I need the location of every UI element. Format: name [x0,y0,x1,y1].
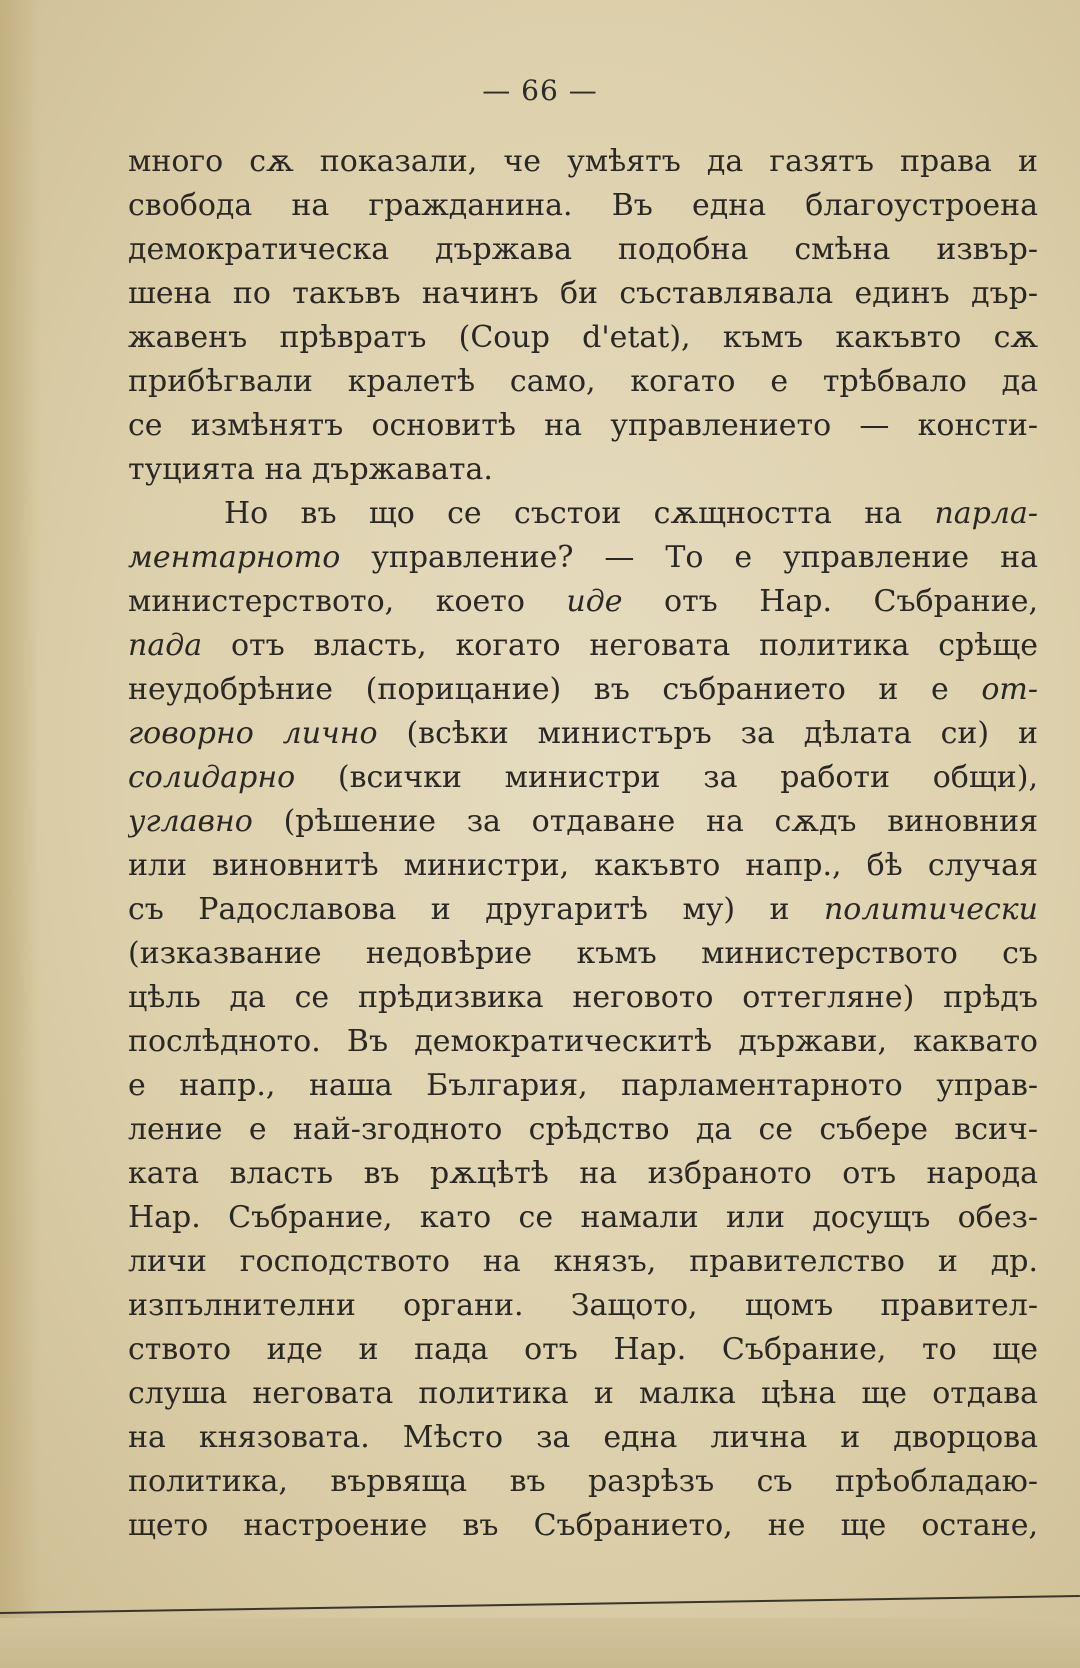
text-run: личи господството на князъ, правителство и др. [128,1244,1038,1279]
italic-term: от- [981,672,1038,707]
text-run: туцията на държавата. [128,452,493,487]
text-run: политика, вървяща въ разрѣзъ съ прѣобладаю- [128,1464,1038,1499]
text-run: на князовата. Мѣсто за една лична и дворцова [128,1420,1038,1455]
text-line [128,624,1038,668]
text-line [128,1108,1038,1152]
text-run: отъ Нар. Събрание, [622,584,1038,619]
text-run: (всички министри за работи общи), [295,760,1038,795]
text-run: е напр., наша България, парламентарното управ- [128,1068,1038,1103]
text-line [128,1196,1038,1240]
text-run: неудобрѣние (порицание) въ събранието и е [128,672,982,707]
text-run: жавенъ прѣвратъ (Coup d'etat), къмъ какъвто сѫ [128,320,1038,355]
text-line [128,756,1038,800]
text-run: изпълнителни органи. Защото, щомъ правител- [128,1288,1038,1323]
text-line [128,1504,1038,1548]
text-line [128,1020,1038,1064]
text-run: (всѣки министъръ за дѣлата си) и [377,716,1038,751]
italic-term: ментарното [128,540,341,575]
italic-term: говорно лично [128,716,378,751]
italic-term: парла- [934,496,1038,531]
italic-term: политически [823,892,1038,927]
page-bottom-edge [0,1618,1080,1668]
italic-term: пада [128,628,203,663]
text-run: (рѣшение за отдаване на сѫдъ виновния [252,804,1038,839]
italic-term: солидарно [128,760,296,795]
text-run: демократическа държава подобна смѣна извър- [128,232,1038,267]
text-run: управление? — То е управление на [340,540,1038,575]
text-line [128,932,1038,976]
page-number: — 66 — [482,74,598,107]
text-line [128,712,1038,756]
text-line [128,1064,1038,1108]
text-run: министерството, което [128,584,567,619]
text-line [128,1460,1038,1504]
page-edge-shadow [0,0,40,1668]
text-line [128,228,1038,272]
text-run: ление е най-згодното срѣдство да се събере всич- [128,1112,1038,1147]
text-line [128,404,1038,448]
text-run: слуша неговата политика и малка цѣна ще отдава [128,1376,1038,1411]
text-line [128,800,1038,844]
text-run: щето настроение въ Събранието, не ще остане, [128,1508,1038,1543]
text-line [128,184,1038,228]
text-line [128,492,1038,536]
text-run: или виновнитѣ министри, какъвто напр., бѣ случая [128,848,1038,883]
text-run: Нар. Събрание, като се намали или досущъ обез- [128,1200,1038,1235]
text-line [128,140,1038,184]
body-text [128,140,1038,1548]
text-run: (изказвание недовѣрие къмъ министерството съ [128,936,1038,971]
text-run: свобода на гражданина. Въ една благоустроена [128,188,1038,223]
text-run: цѣль да се прѣдизвика неговото оттегляне) прѣдъ [128,980,1038,1015]
text-line [128,1284,1038,1328]
text-line [128,668,1038,712]
text-line [128,1328,1038,1372]
text-line [128,360,1038,404]
text-run: прибѣгвали кралетѣ само, когато е трѣбвало да [128,364,1038,399]
text-line [128,536,1038,580]
text-line [128,448,1038,492]
text-line [128,316,1038,360]
text-run: послѣдното. Въ демократическитѣ държави, каквато [128,1024,1038,1059]
text-run: отъ власть, когато неговата политика срѣще [202,628,1038,663]
text-run: много сѫ показали, че умѣятъ да газятъ права и [128,144,1038,179]
italic-term: углавно [128,804,253,839]
text-line [128,888,1038,932]
text-run: се измѣнятъ основитѣ на управлението — консти- [128,408,1038,443]
text-line [128,1372,1038,1416]
text-line [128,580,1038,624]
text-run: шена по такъвъ начинъ би съставлявала единъ дър- [128,276,1038,311]
text-line [128,844,1038,888]
text-line [128,1240,1038,1284]
text-run: Но въ що се състои сѫщността на [224,496,935,531]
text-run: съ Радославова и другаритѣ му) и [128,892,824,927]
italic-term: иде [566,584,623,619]
text-line [128,1416,1038,1460]
text-run: ството иде и пада отъ Нар. Събрание, то ще [128,1332,1038,1367]
text-line [128,1152,1038,1196]
text-line [128,272,1038,316]
text-run: ката власть въ рѫцѣтѣ на избраното отъ народа [128,1156,1038,1191]
text-line [128,976,1038,1020]
page-bottom-rule [0,1595,1080,1614]
